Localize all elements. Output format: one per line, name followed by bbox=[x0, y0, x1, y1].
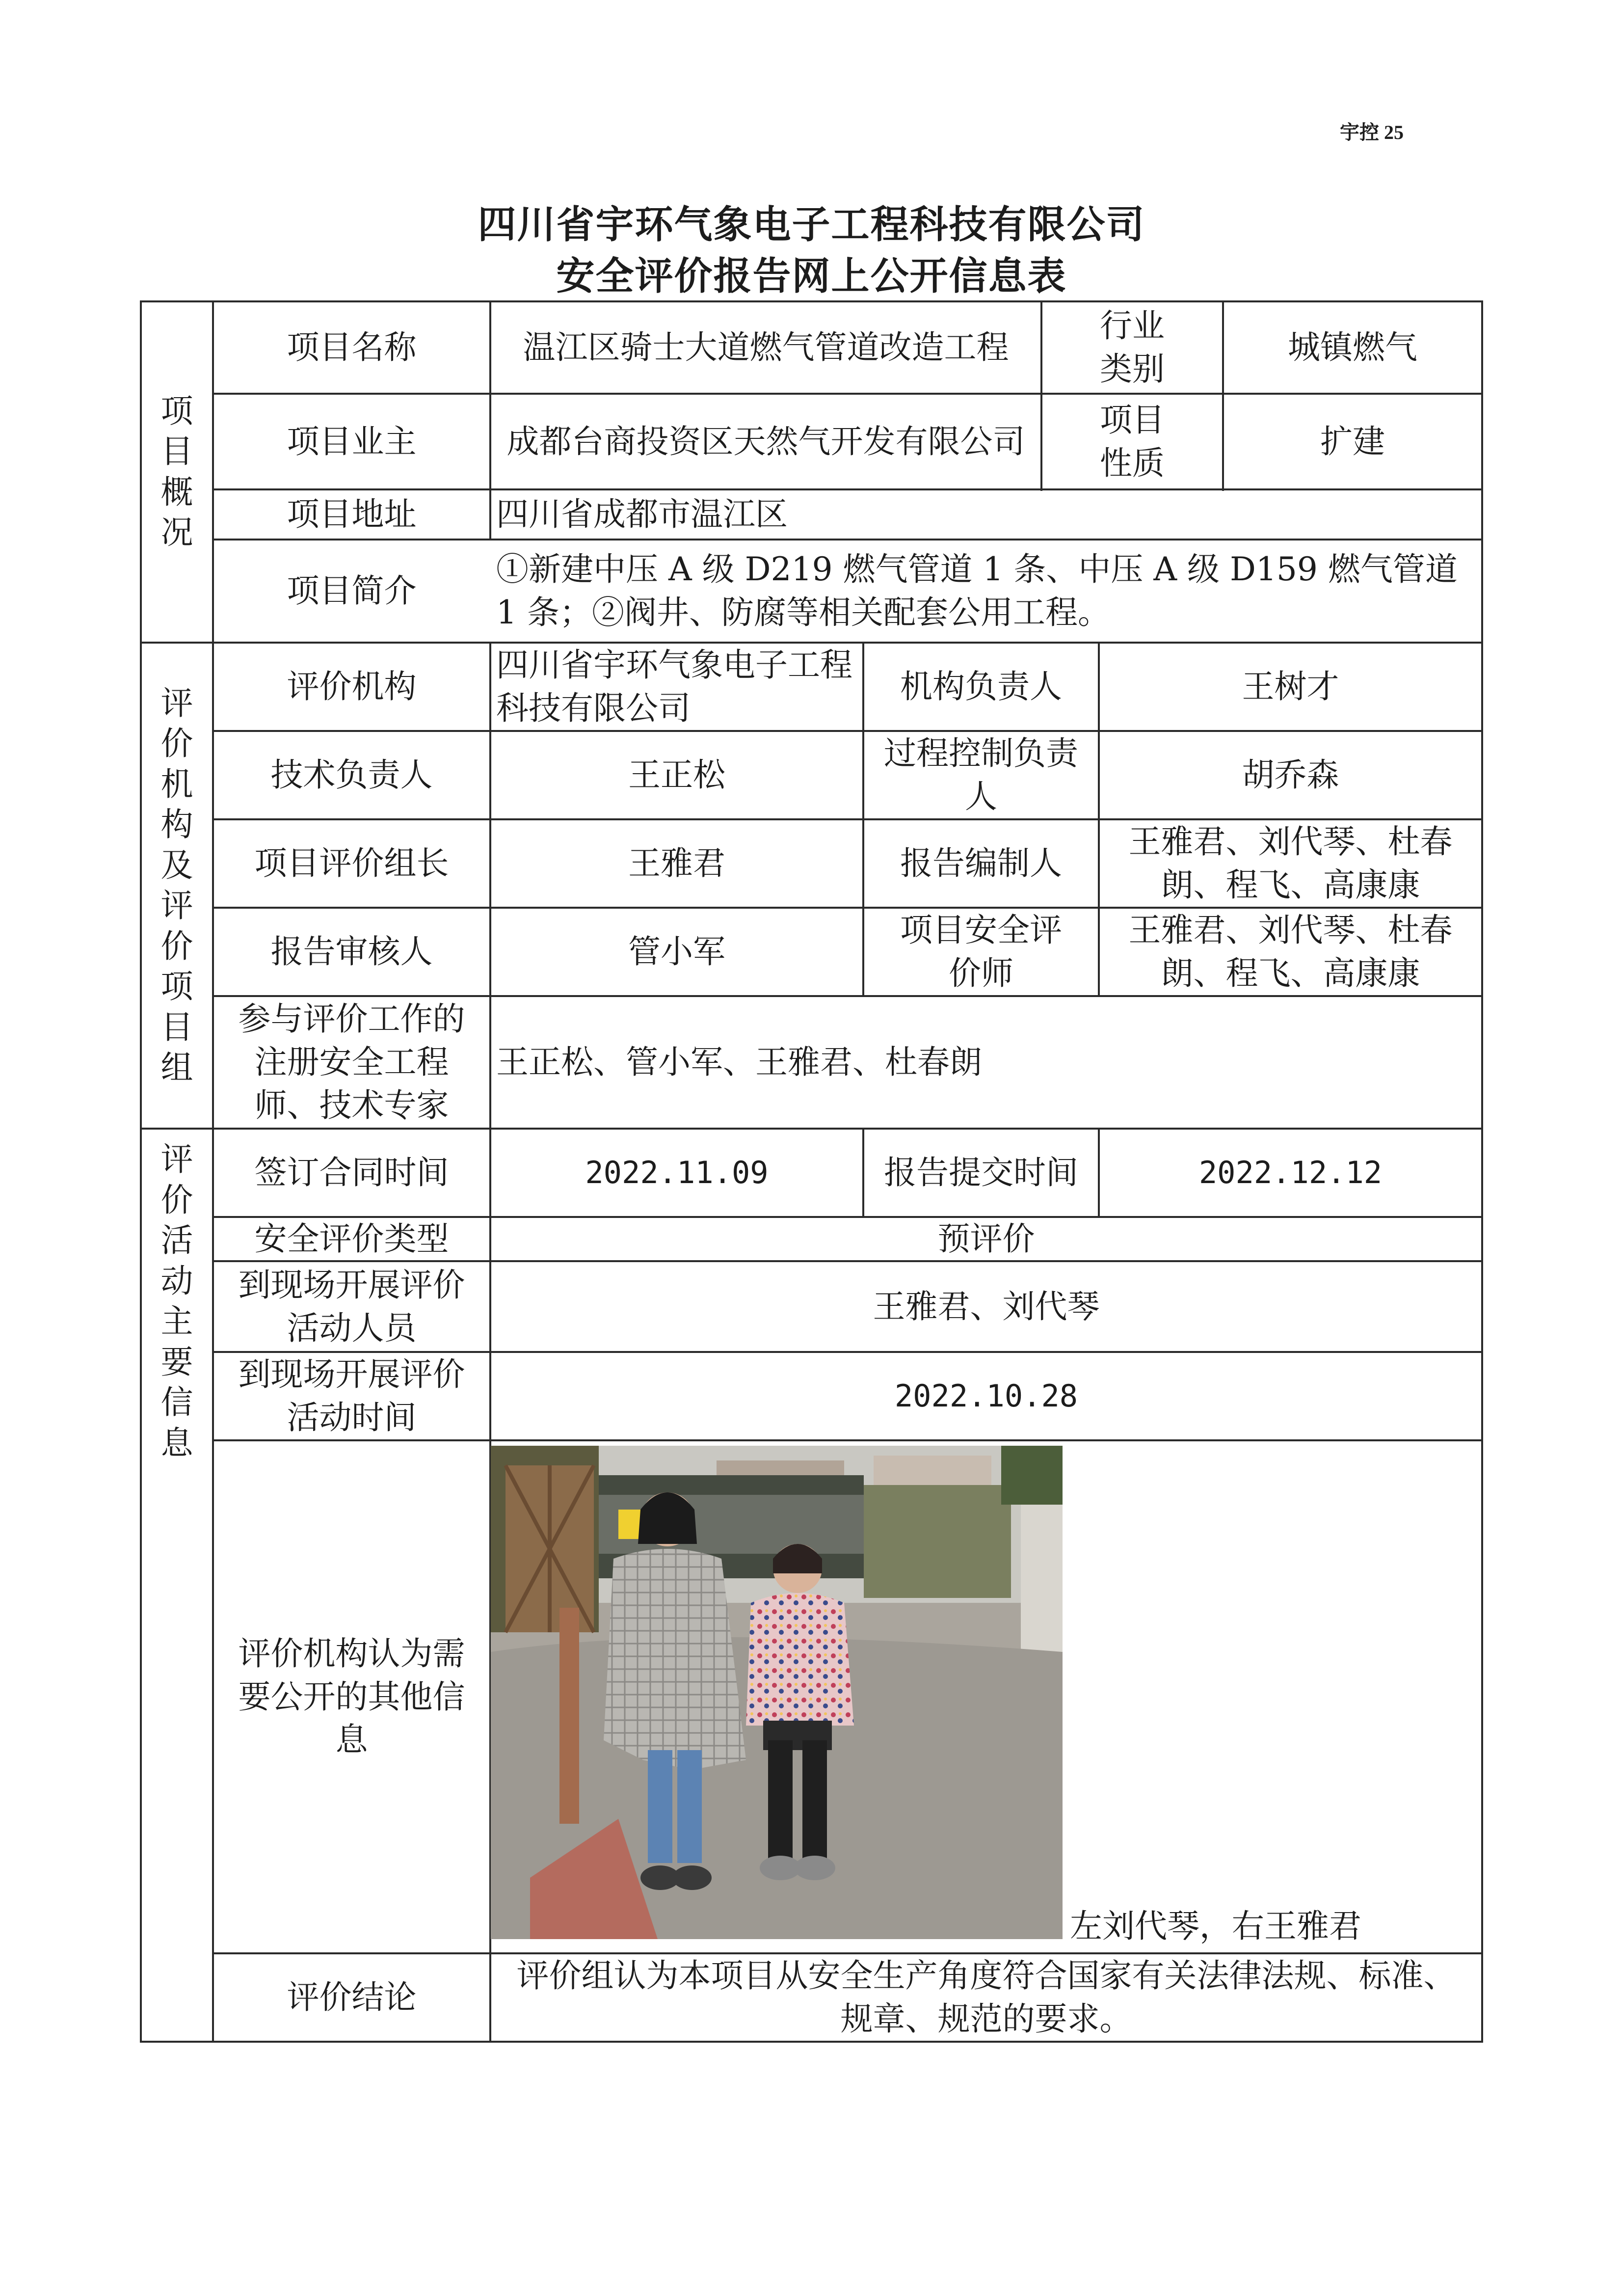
agency-value: 四川省宇环气象电子工程科技有限公司 bbox=[496, 646, 852, 727]
site-date-value: 2022.10.28 bbox=[894, 1378, 1078, 1414]
page-title-form: 安全评价报告网上公开信息表 bbox=[556, 254, 1067, 298]
page-title-company: 四川省宇环气象电子工程科技有限公司 bbox=[478, 203, 1145, 247]
project-name-label: 项目名称 bbox=[287, 328, 417, 367]
project-summary-value: ①新建中压 A 级 D219 燃气管道 1 条、中压 A 级 D159 燃气管道 1 条；②阀井、防腐等相关配套公用工程。 bbox=[496, 550, 1458, 631]
section-text: 评价机构及评价项目组 bbox=[160, 684, 193, 1086]
other-info-label: 评价机构认为需要公开的其他信息 bbox=[238, 1634, 465, 1759]
agency-label: 评价机构 bbox=[287, 668, 417, 706]
reviewer-label: 报告审核人 bbox=[270, 933, 433, 971]
process-control-value: 胡乔森 bbox=[1242, 756, 1339, 794]
industry-label: 行业类别 bbox=[1100, 307, 1165, 388]
site-photo bbox=[491, 1446, 1063, 1939]
project-nature-label: 项目性质 bbox=[1100, 401, 1165, 482]
safety-assessor-label: 项目安全评价师 bbox=[900, 911, 1062, 992]
project-summary-label: 项目简介 bbox=[287, 572, 417, 610]
site-staff-label: 到现场开展评价活动人员 bbox=[238, 1266, 465, 1347]
tech-lead-label: 技术负责人 bbox=[270, 756, 433, 794]
eval-type-label: 安全评价类型 bbox=[254, 1220, 449, 1258]
reviewer-value: 管小军 bbox=[628, 933, 725, 971]
submit-date-label: 报告提交时间 bbox=[884, 1154, 1078, 1192]
submit-date-value: 2022.12.12 bbox=[1198, 1154, 1383, 1190]
eval-type-value: 预评价 bbox=[937, 1220, 1035, 1258]
contract-date-value: 2022.11.09 bbox=[585, 1154, 769, 1190]
project-name-value: 温江区骑士大道燃气管道改造工程 bbox=[523, 328, 1009, 367]
project-owner-label: 项目业主 bbox=[287, 422, 417, 460]
engineers-value: 王正松、管小军、王雅君、杜春朗 bbox=[496, 1043, 982, 1081]
engineers-label: 参与评价工作的注册安全工程师、技术专家 bbox=[238, 1000, 465, 1124]
industry-value: 城镇燃气 bbox=[1288, 328, 1417, 367]
report-writer-value: 王雅君、刘代琴、杜春朗、程飞、高康康 bbox=[1128, 823, 1453, 904]
conclusion-value: 评价组认为本项目从安全生产角度符合国家有关法律法规、标准、规章、规范的要求。 bbox=[516, 1957, 1456, 2038]
section-text: 评价活动主要信息 bbox=[160, 1140, 193, 1462]
contract-date-label: 签订合同时间 bbox=[254, 1154, 449, 1192]
project-nature-value: 扩建 bbox=[1320, 422, 1385, 460]
section-label-activity bbox=[142, 1130, 212, 1473]
report-writer-label: 报告编制人 bbox=[900, 844, 1062, 883]
team-leader-label: 项目评价组长 bbox=[254, 844, 449, 883]
project-address-label: 项目地址 bbox=[287, 495, 417, 534]
section-label-agency bbox=[142, 644, 212, 1128]
document-code: 宇控 25 bbox=[1340, 121, 1404, 143]
agency-head-value: 王树才 bbox=[1242, 668, 1339, 706]
team-leader-value: 王雅君 bbox=[628, 844, 725, 883]
project-owner-value: 成都台商投资区天然气开发有限公司 bbox=[506, 422, 1025, 460]
tech-lead-value: 王正松 bbox=[628, 756, 725, 794]
agency-head-label: 机构负责人 bbox=[900, 668, 1062, 706]
conclusion-label: 评价结论 bbox=[287, 1978, 417, 2017]
site-date-label: 到现场开展评价活动时间 bbox=[238, 1355, 465, 1436]
table-border bbox=[1481, 300, 1483, 2043]
site-staff-value: 王雅君、刘代琴 bbox=[873, 1287, 1100, 1325]
section-label-overview bbox=[142, 302, 212, 642]
table-border bbox=[140, 2041, 1483, 2043]
site-photo-illustration bbox=[491, 1446, 1063, 1939]
process-control-label: 过程控制负责人 bbox=[884, 734, 1078, 815]
safety-assessor-value: 王雅君、刘代琴、杜春朗、程飞、高康康 bbox=[1128, 911, 1453, 992]
photo-caption: 左刘代琴，右王雅君 bbox=[1070, 1907, 1361, 1945]
project-address-value: 四川省成都市温江区 bbox=[496, 495, 788, 534]
section-text: 项目概况 bbox=[160, 392, 193, 551]
